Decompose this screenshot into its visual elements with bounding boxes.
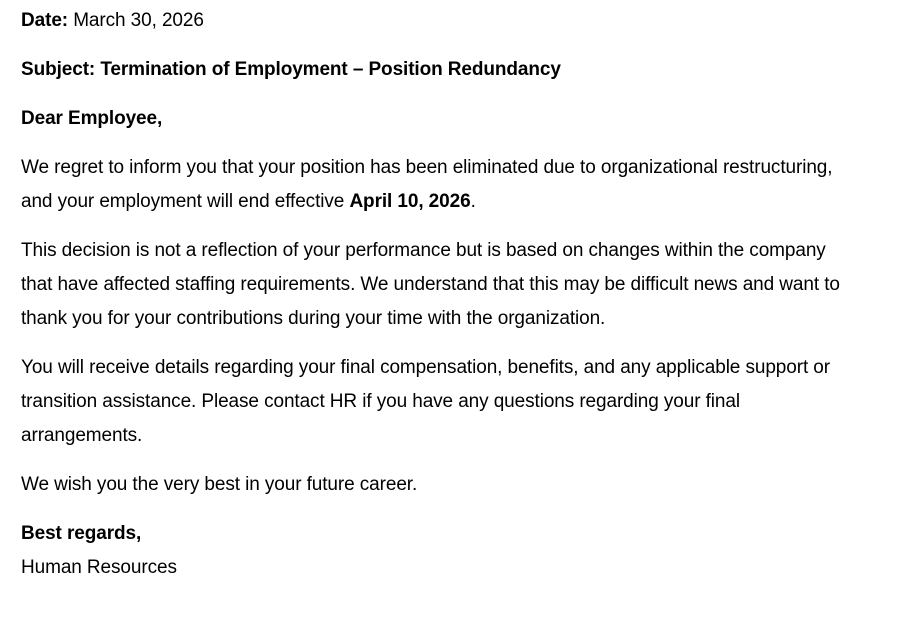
closing: Best regards, (21, 523, 142, 544)
date-value: March 30, 2026 (68, 10, 204, 31)
subject-line: Subject: Termination of Employment – Position Redundancy (21, 59, 561, 80)
paragraph-notice-period: . (470, 191, 476, 212)
date-line (21, 4, 862, 38)
effective-date: April 10, 2026 (349, 191, 471, 212)
paragraph-wellwishes: We wish you the very best in your future career. (21, 474, 418, 495)
signature-block (21, 517, 862, 585)
paragraph-explanation: This decision is not a reflection of your performance but is based on changes within the company that have affected staffing requirements. We understand that this may be difficult news and want to thank you for your contributions during your time with the organization. (21, 240, 840, 329)
signature: Human Resources (21, 557, 177, 578)
date-label: Date: (21, 10, 69, 31)
salutation: Dear Employee, (21, 108, 163, 129)
paragraph-notice-text: We regret to inform you that your position has been eliminated due to organizational restructuring, and your employment will end effective (21, 157, 833, 212)
paragraph-notice (21, 151, 862, 219)
paragraph-compensation: You will receive details regarding your final compensation, benefits, and any applicable support or transition assistance. Please contact HR if you have any questions regarding your final arrangements. (21, 357, 831, 446)
